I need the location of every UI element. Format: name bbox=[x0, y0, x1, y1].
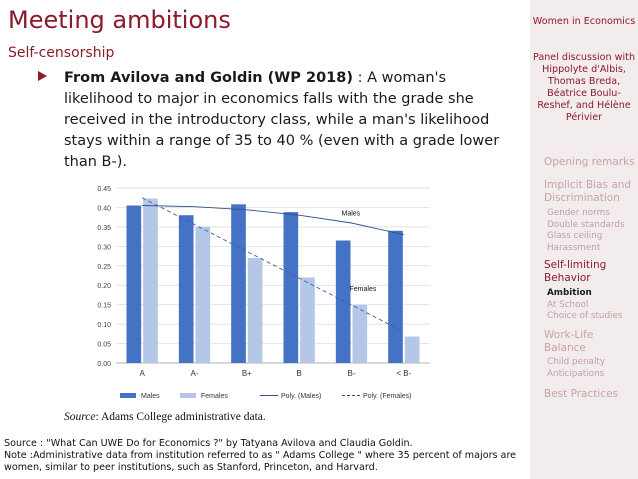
bar-males-0 bbox=[127, 206, 142, 364]
bar-females-3 bbox=[300, 277, 315, 363]
slide-subtitle: Self-censorship bbox=[8, 45, 115, 61]
x-tick-label: < B- bbox=[396, 369, 412, 378]
x-tick-label: B bbox=[296, 369, 302, 378]
slide-title: Meeting ambitions bbox=[8, 6, 231, 34]
note-detail: Note :Administrative data from institution referred to as " Adams College " where 35 percent of majors are women, similar to peer institutions, such as Stanford, Princeton, and Harvard. bbox=[4, 450, 517, 473]
legend-swatch-1 bbox=[180, 393, 196, 398]
bullet-bold: From Avilova and Goldin (WP 2018) bbox=[64, 70, 353, 86]
bar-females-5 bbox=[405, 337, 420, 363]
bar-males-3 bbox=[284, 212, 299, 363]
chart-source-label: Source bbox=[64, 411, 96, 423]
y-tick-label: 0.25 bbox=[97, 263, 111, 271]
note-source: Source : "What Can UWE Do for Economics ?" by Tatyana Avilova and Claudia Goldin. bbox=[4, 438, 413, 449]
nav-section-opening[interactable]: Opening remarks bbox=[544, 156, 635, 168]
y-tick-label: 0.05 bbox=[97, 341, 111, 349]
nav-section-self-limiting[interactable]: Self-limiting Behavior bbox=[544, 259, 607, 284]
y-tick-label: 0.30 bbox=[97, 244, 111, 252]
nav-section-implicit-bias[interactable]: Implicit Bias and Discrimination bbox=[544, 179, 632, 204]
bar-females-2 bbox=[248, 258, 263, 363]
bullet-text bbox=[64, 68, 512, 173]
bar-males-4 bbox=[336, 241, 351, 364]
y-tick-label: 0.10 bbox=[97, 322, 111, 330]
bar-females-0 bbox=[143, 199, 158, 364]
chart-source-caption bbox=[64, 411, 266, 423]
sidebar-subtitle[interactable]: Panel discussion with Hippolyte d'Albis, Thomas Breda, Béatrice Boulu-Reshef, and Hélène Périvier bbox=[532, 52, 636, 123]
legend-label-3: Poly. (Females) bbox=[363, 393, 412, 400]
bar-males-2 bbox=[231, 204, 246, 363]
bar-females-1 bbox=[196, 227, 211, 363]
y-tick-label: 0.15 bbox=[97, 302, 111, 310]
bar-males-5 bbox=[388, 231, 403, 363]
nav-section-work-life[interactable]: Work-Life Balance bbox=[544, 329, 594, 354]
y-tick-label: 0.45 bbox=[97, 186, 111, 193]
legend-label-0: Males bbox=[141, 393, 160, 400]
legend-label-1: Females bbox=[201, 393, 228, 400]
chart-source-text: : Adams College administrative data. bbox=[95, 411, 266, 423]
y-tick-label: 0.00 bbox=[97, 361, 111, 368]
y-tick-label: 0.35 bbox=[97, 224, 111, 232]
legend-swatch-0 bbox=[120, 393, 136, 398]
x-tick-label: A- bbox=[190, 369, 199, 378]
nav-item-at-school[interactable]: At School bbox=[547, 299, 589, 310]
nav-item-anticipations[interactable]: Anticipations bbox=[547, 368, 605, 379]
slide-notes bbox=[4, 438, 524, 474]
annotation-females: Females bbox=[349, 286, 377, 294]
bar-females-4 bbox=[353, 305, 368, 363]
sidebar-title[interactable]: Women in Economics bbox=[532, 16, 636, 27]
nav-item-choice-of-studies[interactable]: Choice of studies bbox=[547, 311, 623, 321]
annotation-males: Males bbox=[341, 210, 361, 218]
nav-item-double-standards[interactable]: Double standards bbox=[547, 219, 625, 230]
navigation-sidebar bbox=[530, 0, 638, 479]
nav-item-glass-ceiling[interactable]: Glass ceiling bbox=[547, 231, 603, 241]
legend-label-2: Poly. (Males) bbox=[281, 393, 322, 400]
nav-item-ambition[interactable]: Ambition bbox=[547, 288, 592, 298]
x-tick-label: B- bbox=[347, 369, 356, 378]
bullet-triangle-icon bbox=[38, 71, 47, 81]
nav-section-best-practices[interactable]: Best Practices bbox=[544, 388, 618, 400]
y-tick-label: 0.40 bbox=[97, 205, 111, 213]
bullet-body: : A woman's likelihood to major in economics falls with the grade she received in the introductory class, while a man's likelihood stays within a range of 35 to 40 % (even with a grade lower than B-). bbox=[64, 70, 500, 170]
grade-major-chart bbox=[80, 178, 440, 418]
nav-item-harassment[interactable]: Harassment bbox=[547, 242, 601, 253]
x-tick-label: B+ bbox=[241, 369, 252, 378]
x-tick-label: A bbox=[139, 369, 145, 378]
y-tick-label: 0.20 bbox=[97, 283, 111, 291]
nav-item-child-penalty[interactable]: Child penalty bbox=[547, 357, 606, 367]
bar-males-1 bbox=[179, 215, 194, 363]
nav-item-gender-norms[interactable]: Gender norms bbox=[547, 208, 610, 218]
